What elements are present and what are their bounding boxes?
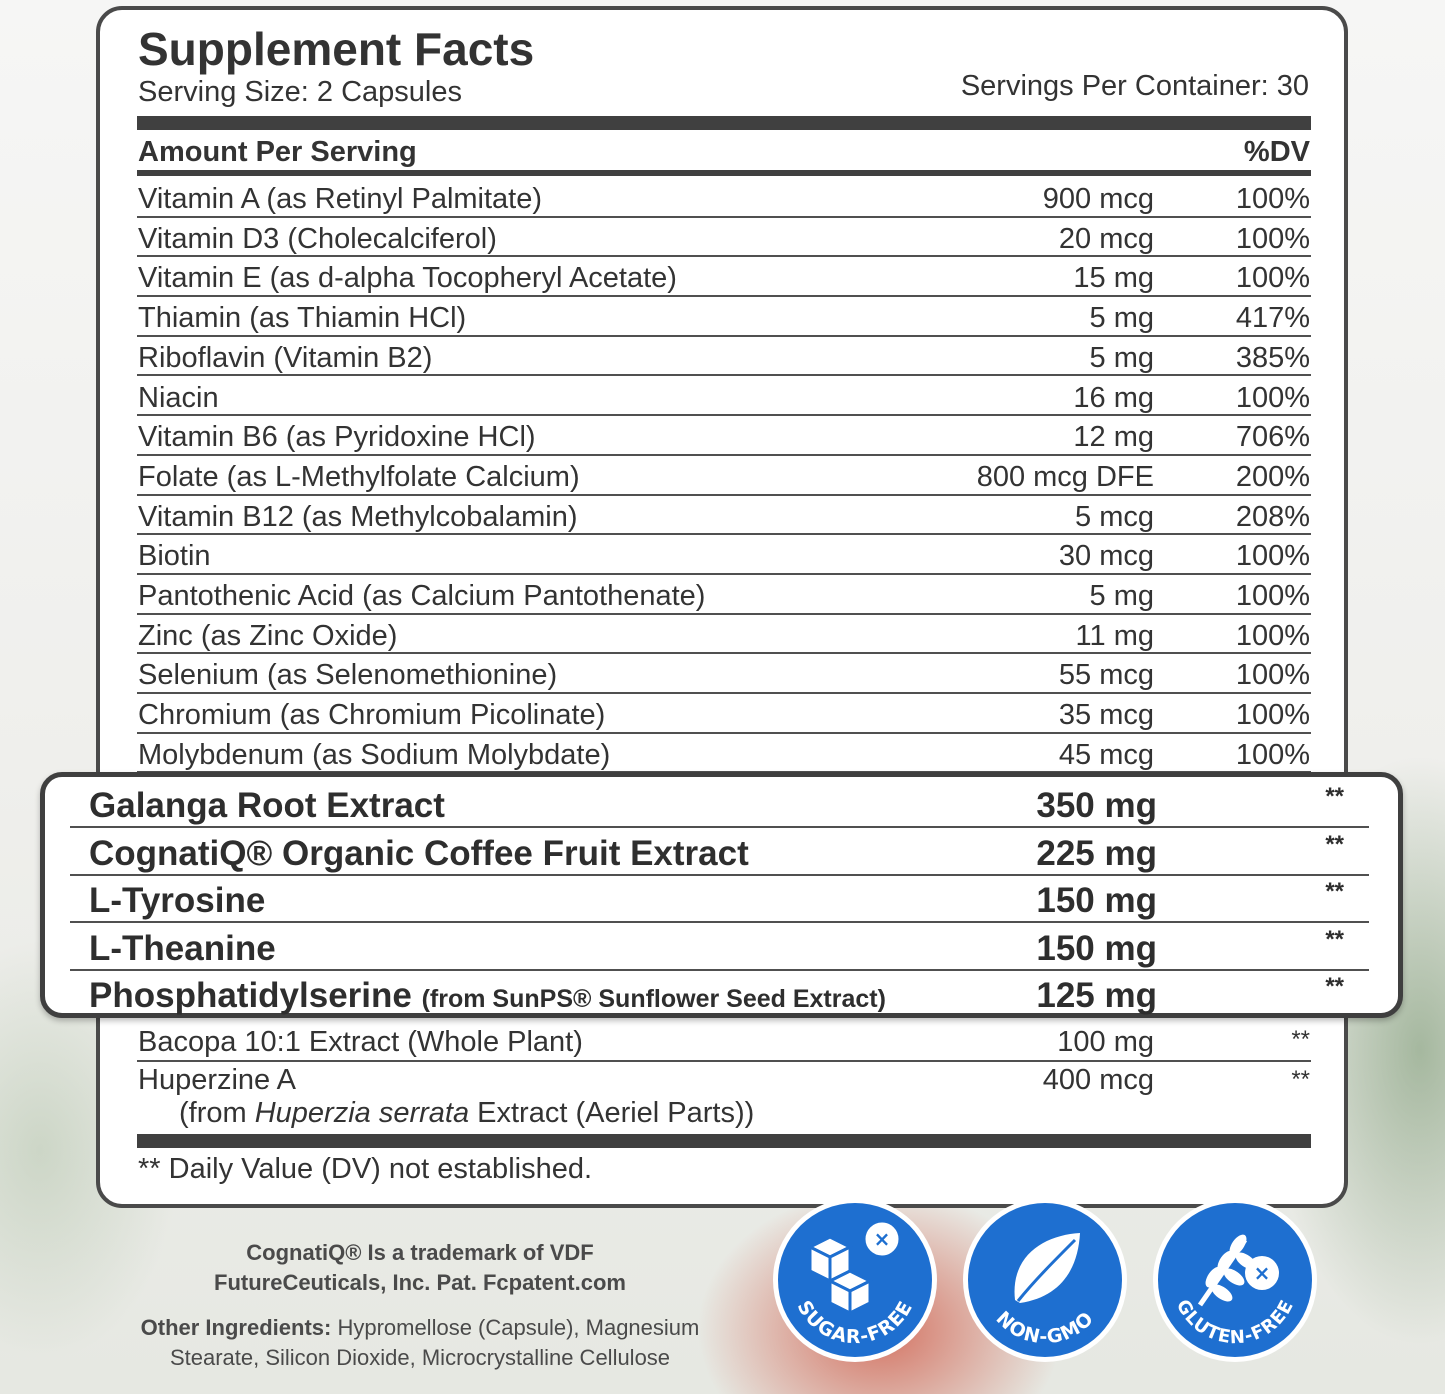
ingredient-name: L-Tyrosine (89, 881, 266, 920)
table-row (137, 456, 1311, 496)
highlighted-row (70, 970, 1369, 1018)
ingredient-dv: ** (1325, 878, 1344, 905)
servings-per-container: Servings Per Container: 30 (960, 70, 1309, 102)
ingredient-name: Riboflavin (Vitamin B2) (138, 341, 433, 374)
ingredient-name: Zinc (as Zinc Oxide) (138, 619, 398, 652)
ingredient-amount: 100 mg (1057, 1026, 1154, 1058)
ingredient-dv: ** (1291, 1066, 1310, 1093)
ingredient-dv: ** (1325, 925, 1344, 953)
ingredient-name: Vitamin B12 (as Methylcobalamin) (138, 500, 578, 533)
table-row (137, 218, 1311, 258)
table-row (137, 1064, 1311, 1136)
ingredient-dv: 417% (1235, 302, 1310, 335)
highlighted-row (70, 875, 1369, 923)
dv-header: %DV (1243, 136, 1310, 168)
trademark-note: CognatiQ® Is a trademark of VDF FutureCeuticals, Inc. Pat. Fcpatent.com (214, 1240, 626, 1295)
ingredient-amount: 16 mg (1073, 381, 1154, 414)
table-header (137, 134, 1311, 176)
table-row (137, 337, 1311, 377)
ingredient-amount: 150 mg (1036, 881, 1157, 920)
ingredient-amount: 5 mg (1089, 341, 1154, 374)
ingredient-name: Thiamin (as Thiamin HCl) (138, 302, 467, 335)
ingredient-dv: 100% (1235, 183, 1310, 215)
svg-text:NON-GMO: NON-GMO (991, 1307, 1099, 1349)
ingredient-name: Pantothenic Acid (as Calcium Pantothenate) (138, 580, 706, 612)
ingredient-name: Phosphatidylserine (from SunPS® Sunflower Seed Extract) (89, 976, 886, 1015)
ingredient-name: L-Theanine (89, 928, 276, 968)
table-row (137, 694, 1311, 734)
ingredient-dv: 100% (1235, 381, 1310, 414)
table-row (137, 297, 1311, 337)
svg-text:SUGAR-FREE: SUGAR-FREE (792, 1296, 918, 1349)
ingredient-amount: 12 mg (1073, 421, 1154, 454)
ingredient-name: Galanga Root Extract (89, 786, 445, 825)
ingredient-name: Molybdenum (as Sodium Molybdate) (138, 738, 611, 771)
ingredient-name: Vitamin E (as d-alpha Tocopheryl Acetate) (138, 262, 677, 295)
ingredient-dv: 100% (1235, 619, 1310, 652)
ingredient-source: (from SunPS® Sunflower Seed Extract) (421, 985, 886, 1013)
divider-bar (137, 116, 1311, 130)
ingredient-amount: 55 mcg (1058, 659, 1154, 692)
table-row (137, 377, 1311, 417)
highlighted-row (70, 923, 1369, 971)
ingredient-dv: 100% (1235, 580, 1310, 612)
ingredient-amount: 900 mcg (1042, 183, 1154, 215)
ingredient-dv: ** (1325, 973, 1344, 1000)
divider-bar (137, 1134, 1311, 1148)
ingredient-name: Bacopa 10:1 Extract (Whole Plant) (138, 1026, 583, 1058)
table-row (137, 496, 1311, 536)
ingredient-amount: 125 mg (1036, 976, 1157, 1015)
ingredient-dv: ** (1291, 1026, 1310, 1053)
table-row (137, 257, 1311, 297)
footnote: ** Daily Value (DV) not established. (138, 1153, 593, 1185)
ingredient-source: (from Huperzia serrata Extract (Aeriel Parts)) (179, 1097, 755, 1129)
ingredient-name: Vitamin D3 (Cholecalciferol) (138, 222, 497, 255)
ingredient-amount: 800 mcg DFE (976, 460, 1154, 493)
ingredient-amount: 225 mg (1036, 833, 1157, 873)
ingredient-amount: 15 mg (1073, 262, 1154, 295)
page-title: Supplement Facts (138, 23, 535, 75)
ingredient-name: Vitamin A (as Retinyl Palmitate) (138, 183, 543, 215)
ingredient-dv: 100% (1235, 540, 1310, 573)
table-row (137, 178, 1311, 218)
other-ingredients: Other Ingredients: Hypromellose (Capsule), Magnesium Stearate, Silicon Dioxide, Microcrystalline Cellulose (140, 1315, 700, 1370)
ingredient-amount: 400 mcg (1042, 1064, 1154, 1096)
ingredient-name: Huperzine A (138, 1064, 296, 1096)
ingredient-dv: ** (1325, 783, 1344, 810)
ingredient-name: CognatiQ® Organic Coffee Fruit Extract (89, 833, 749, 873)
table-row (137, 1024, 1311, 1062)
ingredient-name: Selenium (as Selenomethionine) (138, 659, 558, 692)
ingredient-dv: 706% (1235, 421, 1310, 454)
ingredient-dv: 200% (1235, 460, 1310, 493)
highlighted-row (70, 828, 1369, 876)
svg-text:×: × (873, 1227, 891, 1251)
svg-text:×: × (1253, 1261, 1271, 1285)
gluten-free-badge (1150, 1195, 1320, 1365)
ingredient-amount: 5 mg (1089, 580, 1154, 612)
ingredient-dv: 385% (1235, 341, 1310, 374)
ingredient-dv: 100% (1235, 699, 1310, 732)
ingredient-name: Niacin (138, 381, 219, 414)
serving-size: Serving Size: 2 Capsules (138, 76, 462, 108)
table-row (137, 615, 1311, 655)
ingredient-name: Chromium (as Chromium Picolinate) (138, 699, 606, 732)
table-row (137, 575, 1311, 615)
table-row (137, 734, 1311, 774)
ingredient-dv: ** (1325, 830, 1344, 858)
amount-per-serving-label: Amount Per Serving (138, 136, 417, 168)
svg-text:GLUTEN-FREE: GLUTEN-FREE (1171, 1296, 1299, 1349)
ingredient-dv: 100% (1235, 262, 1310, 295)
ingredient-dv: 208% (1235, 500, 1310, 533)
table-row (137, 654, 1311, 694)
table-row (137, 535, 1311, 575)
ingredient-name: Folate (as L-Methylfolate Calcium) (138, 460, 580, 493)
highlighted-row (70, 780, 1369, 828)
ingredient-amount: 45 mcg (1058, 738, 1154, 771)
ingredient-amount: 150 mg (1036, 928, 1157, 968)
ingredient-amount: 20 mcg (1058, 222, 1154, 255)
ingredient-dv: 100% (1235, 659, 1310, 692)
ingredient-amount: 11 mg (1075, 619, 1154, 652)
table-row (137, 416, 1311, 456)
ingredient-dv: 100% (1235, 738, 1310, 771)
ingredient-name: Vitamin B6 (as Pyridoxine HCl) (138, 421, 536, 454)
ingredient-amount: 30 mcg (1058, 540, 1154, 573)
ingredient-amount: 350 mg (1036, 786, 1157, 825)
non-gmo-badge (960, 1195, 1130, 1365)
sugar-free-badge (770, 1195, 940, 1365)
ingredient-amount: 5 mcg (1075, 500, 1154, 533)
ingredient-dv: 100% (1235, 222, 1310, 255)
ingredient-amount: 5 mg (1089, 302, 1154, 335)
ingredient-name: Biotin (138, 540, 211, 573)
ingredient-amount: 35 mcg (1058, 699, 1154, 732)
